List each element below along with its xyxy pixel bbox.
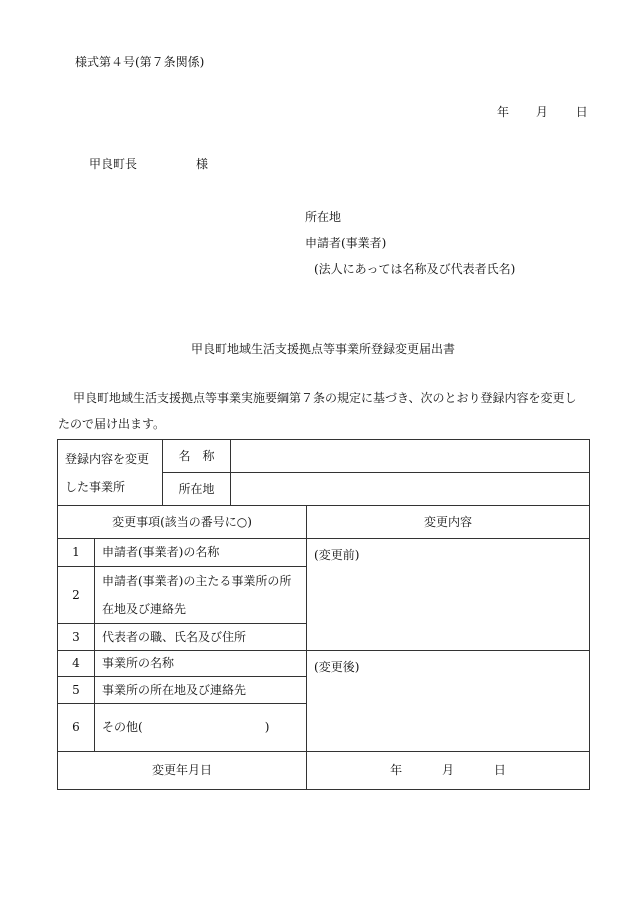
body-text-line1: 甲良町地域生活支援拠点等事業実施要綱第７条の規定に基づき、次のとおり登録内容を変更し — [73, 391, 577, 405]
office-header — [58, 440, 163, 506]
item-label-1: 申請者(事業者)の名称 — [95, 539, 307, 567]
applicant-corp-note: (法人にあっては名称及び代表者氏名) — [314, 262, 516, 276]
content-header: 変更内容 — [307, 506, 590, 539]
change-date-day: 日 — [493, 763, 506, 777]
change-after-cell[interactable] — [307, 651, 590, 752]
office-address-label: 所在地 — [163, 473, 231, 506]
date-line — [497, 106, 588, 118]
item-label-2 — [95, 567, 307, 624]
office-address-field[interactable] — [231, 473, 590, 506]
office-header-line1: 登録内容を変更 — [65, 451, 150, 466]
change-after-label: (変更後) — [314, 660, 360, 674]
addressee-honorific: 様 — [196, 157, 209, 171]
date-year: 年 — [497, 105, 510, 119]
date-day: 日 — [575, 105, 588, 119]
item-number-4[interactable]: 4 — [58, 651, 95, 677]
body-text-line2: たので届け出ます。 — [58, 417, 166, 431]
office-name-label: 名 称 — [163, 440, 231, 473]
item-number-3[interactable]: 3 — [58, 624, 95, 651]
change-before-cell[interactable] — [307, 539, 590, 651]
item-label-6-suffix: ) — [264, 720, 270, 734]
item-label-4: 事業所の名称 — [95, 651, 307, 677]
change-date-label: 変更年月日 — [58, 752, 307, 790]
applicant-label: 申請者(事業者) — [305, 236, 387, 250]
change-before-label: (変更前) — [314, 548, 360, 562]
item-label-6 — [95, 704, 307, 752]
applicant-address-label: 所在地 — [305, 210, 342, 224]
item-label-5: 事業所の所在地及び連絡先 — [95, 677, 307, 704]
document-title: 甲良町地域生活支援拠点等事業所登録変更届出書 — [191, 342, 456, 356]
office-header-line2: した事業所 — [65, 479, 126, 494]
item-label-3: 代表者の職、氏名及び住所 — [95, 624, 307, 651]
change-date-field[interactable] — [307, 752, 590, 790]
items-header: 変更事項(該当の番号に○) — [58, 506, 307, 539]
form-number: 様式第４号(第７条関係) — [75, 55, 205, 69]
item-label-2-line2: 在地及び連絡先 — [102, 602, 187, 616]
date-month: 月 — [535, 105, 548, 119]
item-number-5[interactable]: 5 — [58, 677, 95, 704]
addressee-name: 甲良町長 — [89, 157, 138, 171]
office-name-field[interactable] — [231, 440, 590, 473]
item-number-6[interactable]: 6 — [58, 704, 95, 752]
item-number-2[interactable]: 2 — [58, 567, 95, 624]
item-label-2-line1: 申請者(事業者)の主たる事業所の所 — [102, 574, 292, 588]
change-form-table — [57, 439, 590, 790]
change-date-month: 月 — [442, 763, 455, 777]
change-date-year: 年 — [390, 763, 403, 777]
item-number-1[interactable]: 1 — [58, 539, 95, 567]
item-label-6-prefix: その他( — [102, 720, 143, 734]
